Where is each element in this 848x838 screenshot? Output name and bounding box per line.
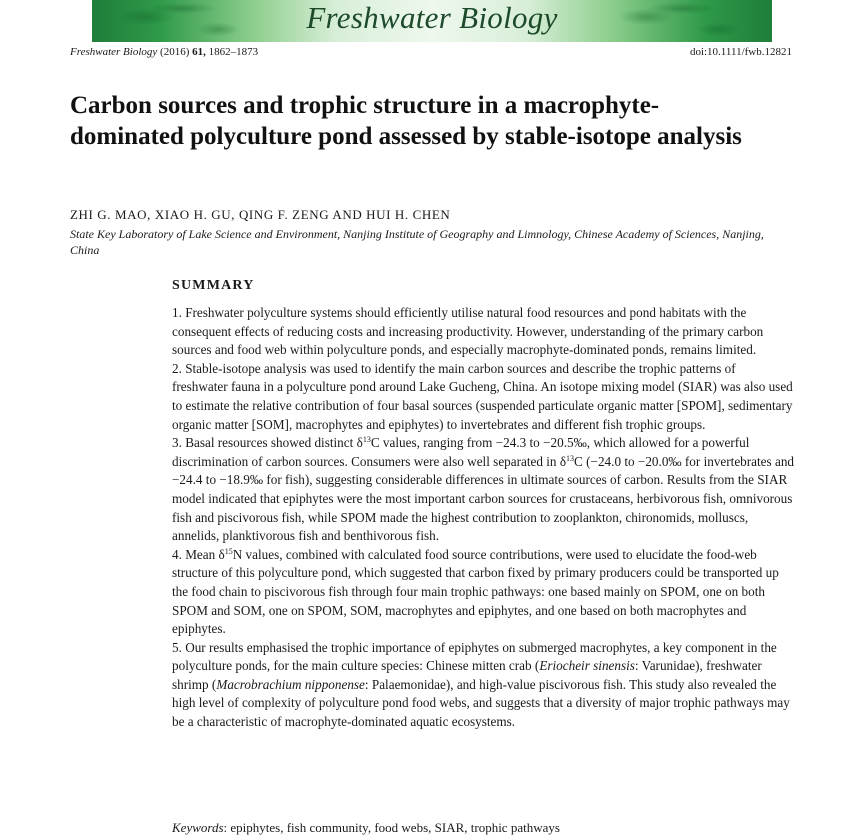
species-name: Eriocheir sinensis <box>539 658 635 674</box>
summary-point-4-text-a: 4. Mean δ <box>172 546 225 562</box>
journal-banner <box>92 0 772 42</box>
keywords-label: Keywords <box>172 820 224 835</box>
summary-point-4 <box>172 546 794 639</box>
isotope-superscript: 15 <box>224 546 233 556</box>
summary-point-4-text-b: N values, combined with calculated food source contributions, were used to elucidate the food-web structure of this polyculture pond, which suggested that carbon fixed by primary producers could be transported up the food chain to piscivorous fish through four main trophic pathways: one based mainly on SPOM, one on both SPOM and SOM, one on SPOM, SOM, macrophytes and epiphytes, and one based on both macrophytes and epiphytes. <box>172 546 779 637</box>
isotope-superscript: 13 <box>566 453 575 463</box>
summary-point-2: 2. Stable-isotope analysis was used to identify the main carbon sources and describe the trophic patterns of freshwater fauna in a polyculture pond around Lake Gucheng, China. An isotope mixing model (SIAR) was also used to estimate the relative contribution of four basal sources (suspended particulate organic matter [SPOM], sedimentary organic matter [SOM], macrophytes and epiphytes) to invertebrates and different fish trophic groups. <box>172 360 793 432</box>
affiliation: State Key Laboratory of Lake Science and Environment, Nanjing Institute of Geography and Limnology, Chinese Academy of Sciences, Nanjing, China <box>70 227 764 257</box>
keywords-text: : epiphytes, fish community, food webs, SIAR, trophic pathways <box>223 820 560 835</box>
doi[interactable]: doi:10.1111/fwb.12821 <box>689 46 792 58</box>
summary-point-3-text-c: C (−24.0 to −20.0‰ for invertebrates and −24.4 to −18.9‰ for fish), suggesting considerable differences in ultimate sources of carbon. Results from the SIAR model indicated that epiphytes were the most important carbon sources for crustaceans, herbivorous fish, omnivorous fish and piscivorous fish, while SPOM made the highest contribution to zooplankton, chironomids, molluscs, annelids, planktivorous fish and benthivorous fish. <box>172 453 795 544</box>
summary-point-5 <box>172 639 794 732</box>
summary-point-3 <box>172 434 794 546</box>
summary-heading: SUMMARY <box>172 278 255 293</box>
journal-name: Freshwater Biology <box>306 0 558 35</box>
citation <box>70 46 258 58</box>
citation-row <box>70 46 792 58</box>
article-title: Carbon sources and trophic structure in a macrophyte-dominated polyculture pond assessed by stable-isotope analysis <box>70 92 742 150</box>
summary-point-1: 1. Freshwater polyculture systems should efficiently utilise natural food resources and pond habitats with the consequent effects of reducing costs and increasing productivity. However, understanding of the primary carbon sources and food web within polyculture ponds, and especially macrophyte-dominated ponds, remains limited. <box>172 305 764 358</box>
citation-pages: 1862–1873 <box>208 46 259 58</box>
species-name: Macrobrachium nipponense <box>216 676 365 692</box>
authors: ZHI G. MAO, XIAO H. GU, QING F. ZENG AND HUI H. CHEN <box>70 207 451 222</box>
summary-point-5-text-a: 5. Our results emphasised the trophic importance of epiphytes on submerged macrophytes, a key component in the polyculture ponds, for the main culture species: Chinese mitten crab ( <box>172 639 777 674</box>
citation-volume: 61, <box>192 46 206 58</box>
isotope-superscript: 13 <box>362 435 371 445</box>
keywords <box>172 820 560 836</box>
summary-point-3-text-b: C values, ranging from −24.3 to −20.5‰, which allowed for a powerful discrimination of carbon sources. Consumers were also well separated in δ <box>172 435 750 469</box>
summary-body <box>172 304 794 732</box>
citation-journal: Freshwater Biology <box>70 46 158 58</box>
summary-point-5-text-b: : Varunidae), freshwater shrimp ( <box>172 658 762 692</box>
citation-year: (2016) <box>160 46 190 58</box>
summary-point-5-text-c: : Palaemonidae), and high-value piscivorous fish. This study also revealed the high level of complexity of polyculture pond food webs, and suggests that a diversity of major trophic pathways may be a characteristic of macrophyte-dominated aquatic ecosystems. <box>172 676 790 730</box>
summary-point-3-text-a: 3. Basal resources showed distinct δ <box>172 435 363 451</box>
